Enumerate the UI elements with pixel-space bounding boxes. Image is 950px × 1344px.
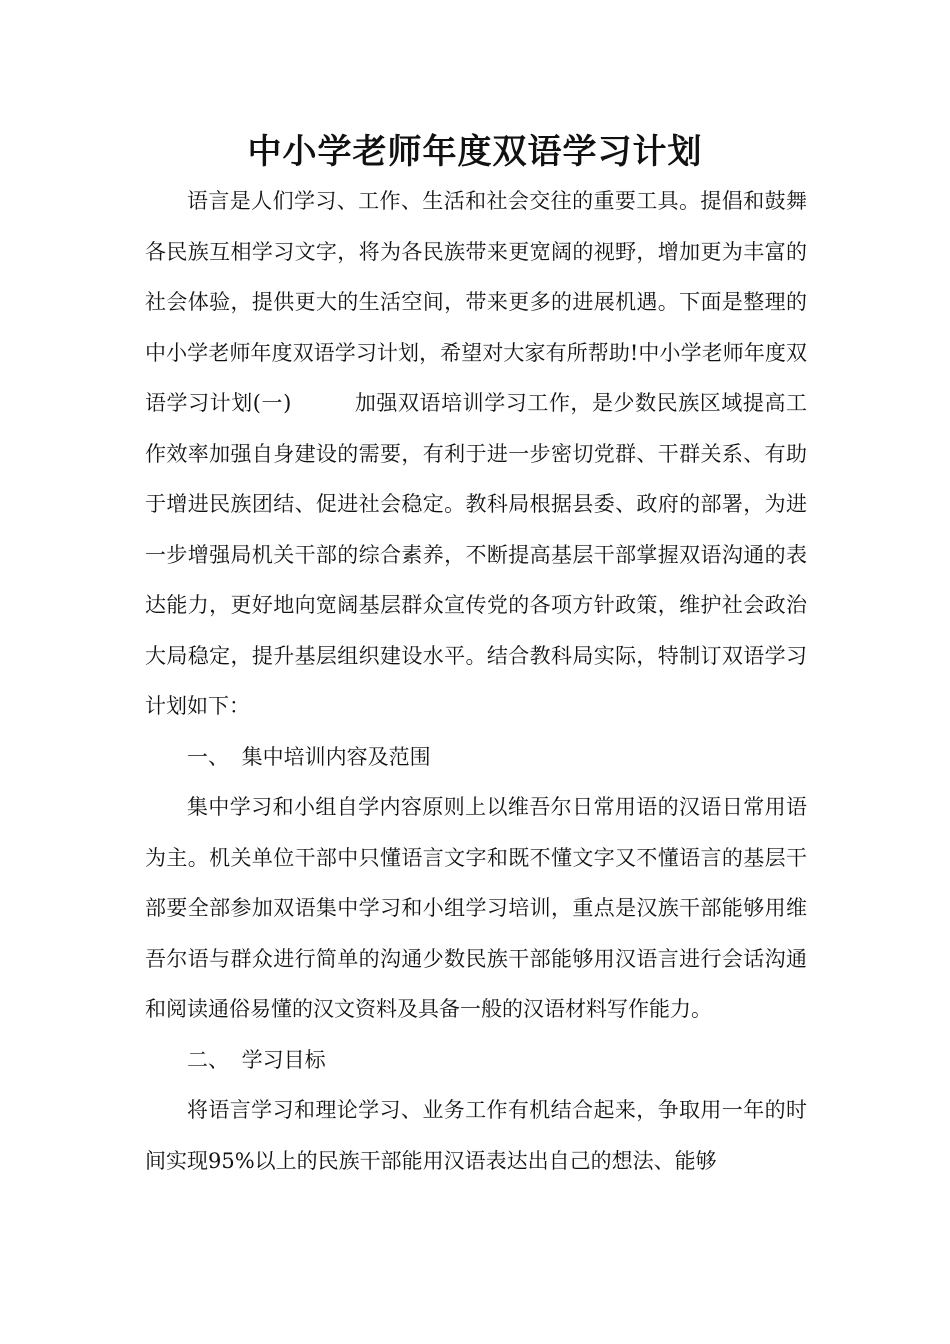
section-1-title: 集中培训内容及范围 [241, 744, 431, 769]
section-2-heading [145, 1035, 807, 1086]
intro-paragraph [145, 176, 807, 732]
section-2-title: 学习目标 [241, 1047, 326, 1072]
part-label: 中小学老师年度双语学习计划(一) [145, 340, 808, 415]
document-title: 中小学老师年度双语学习计划 [247, 132, 703, 172]
section-2-number: 二、 [187, 1047, 229, 1072]
document-body [145, 176, 807, 1186]
section-2-paragraph: 将语言学习和理论学习、业务工作有机结合起来，争取用一年的时间实现95%以上的民族干部能用汉语表达出自己的想法、能够 [145, 1098, 807, 1173]
intro-text: 语言是人们学习、工作、生活和社会交往的重要工具。提倡和鼓舞各民族互相学习文字，将为各民族带来更宽阔的视野，增加更为丰富的社会体验，提供更大的生活空间，带来更多的进展机遇。 [145, 189, 807, 314]
section-1-paragraph: 集中学习和小组自学内容原则上以维吾尔日常用语的汉语日常用语为主。机关单位干部中只懂语言文字和既不懂文字又不懂语言的基层干部要全部参加双语集中学习和小组学习培训，重点是汉族干部能够用维吾尔语与群众进行简单的沟通少数民族干部能够用汉语言进行会话沟通和阅读通俗易懂的汉文资料及具备一般的汉语材料写作能力。 [145, 795, 807, 1021]
section-1-heading [145, 732, 807, 783]
part-first-paragraph: 加强双语培训学习工作，是少数民族区域提高工作效率加强自身建设的需要，有利于进一步密切党群、干群关系、有助于增进民族团结、促进社会稳定。教科局根据县委、政府的部署，为进一步增强局机关干部的综合素养，不断提高基层干部掌握双语沟通的表达能力，更好地向宽阔基层群众宣传党的各项方针政策，维护社会政治大局稳定，提升基层组织建设水平。结合教科局实际，特制订双语学习计划如下： [145, 391, 808, 718]
intro-note: 下面是整理的中小学老师年度双语学习计划，希望对大家有所帮助! [145, 290, 808, 365]
section-1-number: 一、 [187, 744, 229, 769]
